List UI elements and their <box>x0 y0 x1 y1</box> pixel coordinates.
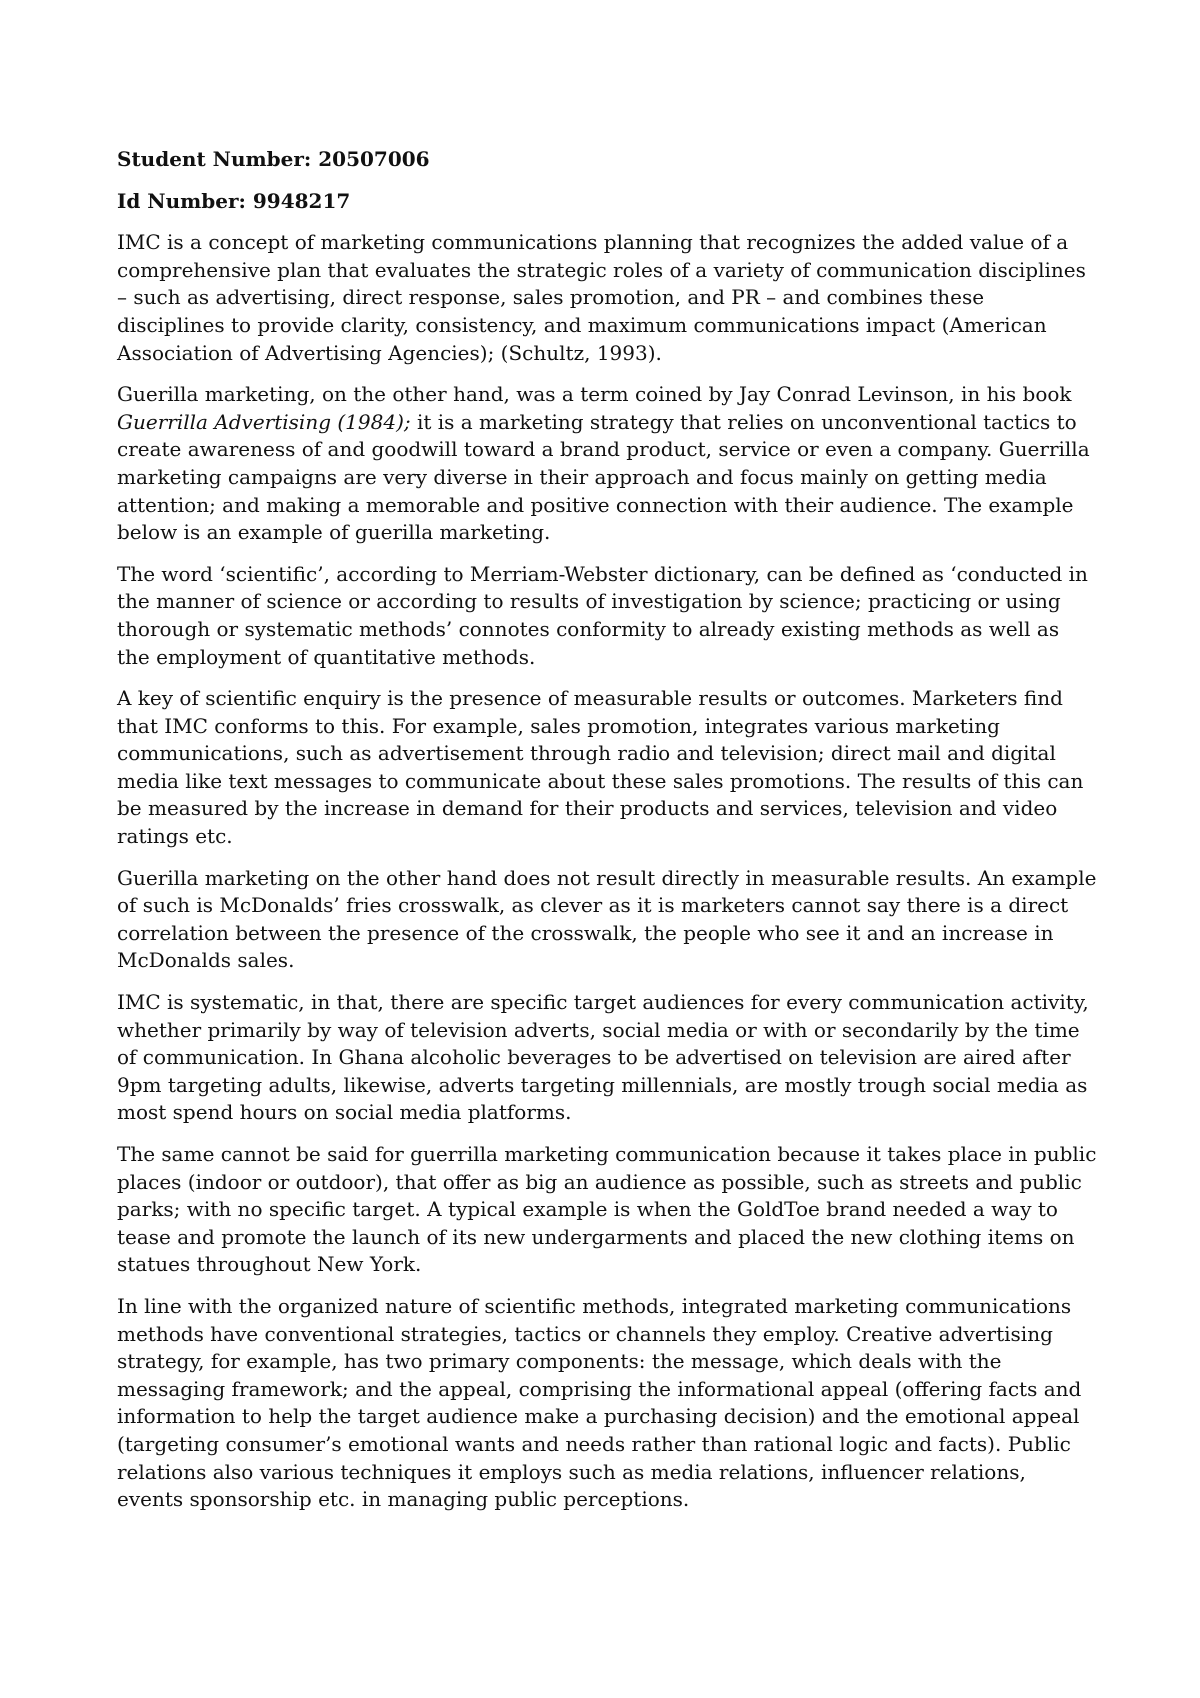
paragraph-text: A key of scientific enquiry is the presence of measurable results or outcomes. Marketers find that IMC conforms to this. For example, sales promotion, integrates various marketing communications, such as advertisement through radio and television; direct mail and digital media like text messages to communicate about these sales promotions. The results of this can be measured by the increase in demand for their products and services, television and video ratings etc. <box>117 686 1084 849</box>
paragraph-text-before: Guerilla marketing, on the other hand, was a term coined by Jay Conrad Levinson, in his book <box>117 382 1072 407</box>
paragraph-text: IMC is a concept of marketing communications planning that recognizes the added value of a comprehensive plan that evaluates the strategic roles of a variety of communication disciplines – such as advertising, direct response, sales promotion, and PR – and combines these disciplines to provide clarity, consistency, and maximum communications impact (American Association of Advertising Agencies); (Schultz, 1993). <box>117 230 1086 365</box>
paragraph-guerrilla-public <box>117 1141 1097 1279</box>
paragraph-text: In line with the organized nature of scientific methods, integrated marketing communications methods have conventional strategies, tactics or channels they employ. Creative advertising strategy, for example, has two primary components: the message, which deals with the messaging framework; and the appeal, comprising the informational appeal (offering facts and information to help the target audience make a purchasing decision) and the emotional appeal (targeting consumer’s emotional wants and needs rather than rational logic and facts). Public relations also various techniques it employs such as media relations, influencer relations, events sponsorship etc. in managing public perceptions. <box>117 1293 1082 1512</box>
student-number-label: Student Number: <box>117 147 312 171</box>
book-title: Guerrilla Advertising (1984); <box>117 409 411 434</box>
paragraph-text: IMC is systematic, in that, there are specific target audiences for every communication activity, whether primarily by way of television adverts, social media or with or secondarily by the time of communication. In Ghana alcoholic beverages to be advertised on television are aired after 9pm targeting adults, likewise, adverts targeting millennials, are mostly trough social media as most spend hours on social media platforms. <box>117 990 1089 1125</box>
paragraph-guerilla-measurement <box>117 865 1097 975</box>
id-number-value: 9948217 <box>252 188 351 213</box>
id-number-line <box>117 188 1097 216</box>
student-number-line <box>117 146 1097 174</box>
paragraph-text: The same cannot be said for guerrilla marketing communication because it takes place in public places (indoor or outdoor), that offer as big an audience as possible, such as streets and public parks; with no specific target. A typical example is when the GoldToe brand needed a way to tease and promote the launch of its new undergarments and placed the new clothing items on statues throughout New York. <box>117 1142 1097 1277</box>
student-number-value: 20507006 <box>318 147 430 171</box>
paragraph-text: The word ‘scientific’, according to Merriam-Webster dictionary, can be defined as ‘conducted in the manner of science or according to results of investigation by science; practicing or using thorough or systematic methods’ connotes conformity to already existing methods as well as the employment of quantitative methods. <box>117 561 1088 669</box>
document-body <box>117 146 1097 1528</box>
paragraph-text-after: it is a marketing strategy that relies on unconventional tactics to create awareness of and goodwill toward a brand product, service or even a company. Guerrilla marketing campaigns are very diverse in their approach and focus mainly on getting media attention; and making a memorable and positive connection with their audience. The example below is an example of guerilla marketing. <box>117 409 1090 545</box>
paragraph-imc-systematic <box>117 989 1097 1127</box>
paragraph-scientific-definition <box>117 561 1097 671</box>
paragraph-imc-definition <box>117 229 1097 367</box>
paragraph-guerilla-definition <box>117 381 1097 547</box>
paragraph-organized-methods <box>117 1293 1097 1514</box>
id-number-label: Id Number: <box>117 188 246 213</box>
paragraph-measurable-results <box>117 685 1097 851</box>
paragraph-text: Guerilla marketing on the other hand does not result directly in measurable results. An example of such is McDonalds’ fries crosswalk, as clever as it is marketers cannot say there is a direct correlation between the presence of the crosswalk, the people who see it and an increase in McDonalds sales. <box>117 865 1097 973</box>
